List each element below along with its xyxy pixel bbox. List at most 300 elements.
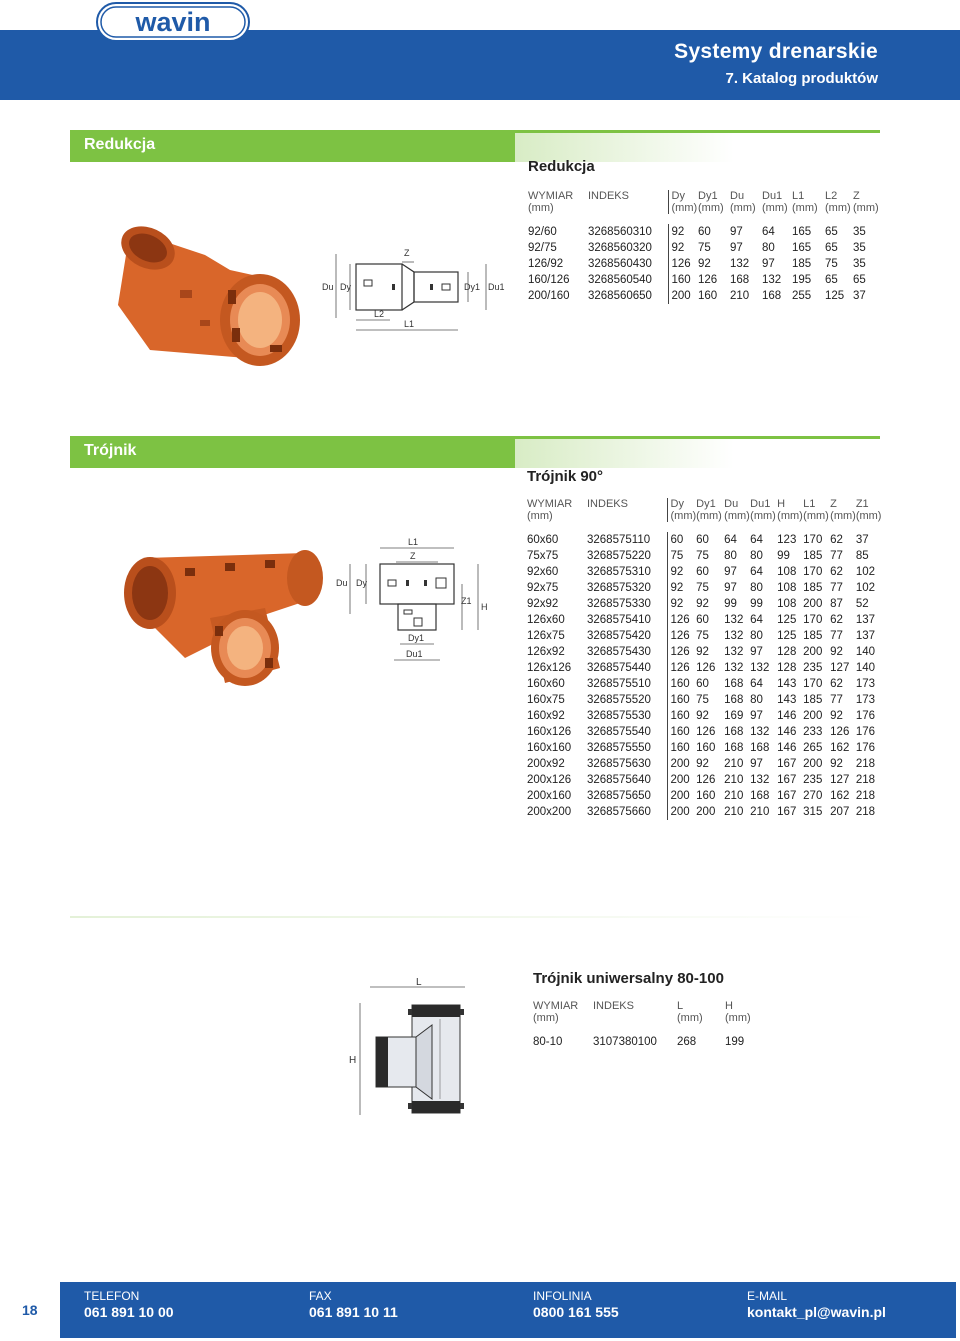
table-cell: 132 <box>724 646 744 658</box>
drawing-label-z1: Z1 <box>461 596 472 606</box>
column-header <box>724 498 750 522</box>
column-header <box>588 190 668 214</box>
table-cell: 207 <box>830 806 850 818</box>
table-cell: 200 <box>803 710 823 722</box>
column-header-unit: (mm) <box>670 510 697 522</box>
column-header <box>667 498 696 522</box>
footer-email <box>747 1289 886 1321</box>
email-value[interactable]: kontakt_pl@wavin.pl <box>747 1304 886 1320</box>
table-cell: 92/60 <box>528 226 557 238</box>
table-cell: 60 <box>696 678 709 690</box>
phone-label: TELEFON <box>84 1289 140 1303</box>
section-label-reducer: Redukcja <box>84 136 156 153</box>
tee-photo <box>115 538 325 688</box>
table-cell: 176 <box>855 742 875 754</box>
column-header-unit: (mm) <box>777 510 803 522</box>
table-cell: 3268575310 <box>587 566 651 578</box>
table-cell: 162 <box>830 742 850 754</box>
table-cell: 80 <box>750 550 763 562</box>
drawing-label-du: Du <box>336 578 348 588</box>
column-header <box>668 190 698 214</box>
table-row <box>528 272 879 288</box>
table-cell: 64 <box>750 614 763 626</box>
column-header-unit: (mm) <box>855 510 882 522</box>
table-cell: 167 <box>777 790 797 802</box>
table-cell: 97 <box>730 242 743 254</box>
table-cell: 108 <box>777 582 797 594</box>
spacer-row <box>533 1024 765 1034</box>
table-row <box>528 224 879 240</box>
column-header <box>825 190 853 214</box>
table-cell: 97 <box>750 710 763 722</box>
table-cell: 80 <box>750 582 763 594</box>
column-header <box>587 498 667 522</box>
table-cell: 92 <box>830 710 843 722</box>
table-cell: 127 <box>830 662 850 674</box>
table-cell: 255 <box>792 290 812 302</box>
table-cell: 160 <box>696 790 716 802</box>
table-cell: 173 <box>855 694 875 706</box>
table-cell: 3268575430 <box>587 646 651 658</box>
email-label: E-MAIL <box>747 1289 788 1303</box>
table-cell: 185 <box>803 694 823 706</box>
table-cell: 125 <box>825 290 845 302</box>
table-cell: 200 <box>668 288 698 304</box>
table-cell: 143 <box>777 678 797 690</box>
table-cell: 235 <box>803 774 823 786</box>
table-row <box>527 580 881 596</box>
table-row <box>527 628 881 644</box>
table-cell: 3268560540 <box>588 274 652 286</box>
tee-drawing <box>330 534 495 664</box>
column-header-name: INDEKS <box>593 1000 634 1012</box>
drawing-label-h: H <box>349 1055 357 1066</box>
table-cell: 160 <box>667 724 696 740</box>
table-row <box>527 612 881 628</box>
table-cell: 77 <box>830 630 843 642</box>
table-cell: 92 <box>667 580 696 596</box>
table-cell: 170 <box>803 534 823 546</box>
table-cell: 52 <box>855 598 869 610</box>
table-row <box>527 724 881 740</box>
table-cell: 62 <box>830 678 843 690</box>
reducer-drawing <box>318 242 508 334</box>
phone-value[interactable]: 061 891 10 00 <box>84 1304 174 1320</box>
table-cell: 160/126 <box>528 274 570 286</box>
column-header <box>677 1000 725 1024</box>
table-cell: 64 <box>762 226 775 238</box>
table-cell: 200x92 <box>527 758 565 770</box>
table-cell: 176 <box>855 726 875 738</box>
table-cell: 97 <box>750 646 763 658</box>
table-cell: 60 <box>696 534 709 546</box>
table-cell: 3268575110 <box>587 534 651 546</box>
table-row <box>533 1034 765 1050</box>
column-header <box>830 498 856 522</box>
table-cell: 126 <box>830 726 850 738</box>
tee-table-title: Trójnik 90° <box>527 468 604 485</box>
table-cell: 140 <box>855 646 875 658</box>
table-cell: 75 <box>825 258 838 270</box>
table-cell: 160 <box>698 290 718 302</box>
column-header <box>856 498 882 522</box>
column-header-unit: (mm) <box>830 510 856 522</box>
table-row <box>527 692 881 708</box>
table-cell: 126x60 <box>527 614 565 626</box>
table-cell: 126x126 <box>527 662 572 674</box>
table-cell: 270 <box>803 790 823 802</box>
table-cell: 108 <box>777 566 797 578</box>
column-header <box>698 190 730 214</box>
table-cell: 80 <box>724 550 737 562</box>
table-cell: 210 <box>724 790 744 802</box>
table-cell: 143 <box>777 694 797 706</box>
footer-phone <box>84 1289 174 1321</box>
column-header-name: Dy1 <box>696 498 716 510</box>
table-cell: 99 <box>750 598 763 610</box>
table-cell: 168 <box>762 290 782 302</box>
table-cell: 92x60 <box>527 566 559 578</box>
infoline-label: INFOLINIA <box>533 1289 592 1303</box>
table-cell: 167 <box>777 806 797 818</box>
table-cell: 160x126 <box>527 726 572 738</box>
table-cell: 92 <box>696 710 709 722</box>
table-cell: 65 <box>825 226 838 238</box>
table-cell: 185 <box>792 258 812 270</box>
table-row <box>527 564 881 580</box>
table-cell: 126 <box>668 256 698 272</box>
page-subtitle: 7. Katalog produktów <box>725 70 878 87</box>
table-cell: 160 <box>667 692 696 708</box>
table-cell: 126 <box>667 660 696 676</box>
universal-tee-table-title: Trójnik uniwersalny 80-100 <box>533 970 724 987</box>
table-cell: 200 <box>667 772 696 788</box>
table-cell: 210 <box>724 758 744 770</box>
table-row <box>527 772 881 788</box>
column-header-name: WYMIAR <box>528 190 574 202</box>
table-cell: 3268575220 <box>587 550 651 562</box>
table-cell: 62 <box>830 566 843 578</box>
column-header-name: L2 <box>825 190 838 202</box>
drawing-label-dy1: Dy1 <box>408 633 425 643</box>
reducer-photo <box>110 210 305 370</box>
table-row <box>527 676 881 692</box>
column-header <box>803 498 830 522</box>
column-header-unit: (mm) <box>853 202 879 214</box>
table-cell: 200/160 <box>528 290 570 302</box>
table-cell: 3268560310 <box>588 226 652 238</box>
table-cell: 146 <box>777 710 797 722</box>
column-header-unit: (mm) <box>527 510 553 522</box>
table-cell: 3268575640 <box>587 774 651 786</box>
table-cell: 165 <box>792 242 812 254</box>
spacer-row <box>528 214 879 224</box>
infoline-value[interactable]: 0800 161 555 <box>533 1304 619 1320</box>
column-header <box>593 1000 677 1024</box>
table-cell: 37 <box>855 534 869 546</box>
table-cell: 80-10 <box>533 1036 563 1048</box>
table-cell: 3268575530 <box>587 710 651 722</box>
column-header-unit: (mm) <box>677 1012 703 1024</box>
column-header-unit: (mm) <box>750 510 776 522</box>
drawing-label-z: Z <box>410 551 416 561</box>
table-cell: 132 <box>724 662 744 674</box>
table-cell: 3268575420 <box>587 630 651 642</box>
table-cell: 85 <box>855 550 869 562</box>
table-cell: 126x75 <box>527 630 565 642</box>
column-header <box>725 1000 765 1024</box>
table-cell: 3268575520 <box>587 694 651 706</box>
table-cell: 126 <box>667 644 696 660</box>
table-cell: 99 <box>777 550 790 562</box>
table-cell: 160 <box>667 740 696 756</box>
table-cell: 64 <box>750 534 763 546</box>
table-cell: 200x200 <box>527 806 572 818</box>
wavin-logo <box>96 2 250 42</box>
table-cell: 97 <box>730 226 743 238</box>
table-cell: 92 <box>667 564 696 580</box>
drawing-label-l1: L1 <box>404 319 415 329</box>
column-header-unit: (mm) <box>671 202 698 214</box>
table-cell: 200 <box>803 646 823 658</box>
table-cell: 97 <box>724 566 737 578</box>
table-cell: 65 <box>825 242 838 254</box>
table-cell: 62 <box>830 534 843 546</box>
table-cell: 125 <box>777 630 797 642</box>
column-header-name: H <box>725 1000 733 1012</box>
column-header <box>792 190 825 214</box>
table-cell: 126 <box>696 774 716 786</box>
table-row <box>527 660 881 676</box>
column-header-name: L1 <box>803 498 816 510</box>
table-cell: 35 <box>853 226 866 238</box>
table-cell: 140 <box>855 662 875 674</box>
table-cell: 160x75 <box>527 694 565 706</box>
table-cell: 126 <box>698 274 718 286</box>
table-cell: 200 <box>803 598 823 610</box>
column-header-name: Du <box>724 498 739 510</box>
drawing-label-du1: Du1 <box>488 282 505 292</box>
column-header-name: Dy1 <box>698 190 718 202</box>
table-cell: 3268575650 <box>587 790 651 802</box>
table-cell: 235 <box>803 662 823 674</box>
table-cell: 160 <box>667 676 696 692</box>
column-header-unit: (mm) <box>533 1012 559 1024</box>
table-cell: 92/75 <box>528 242 557 254</box>
table-cell: 132 <box>724 614 744 626</box>
table-cell: 165 <box>792 226 812 238</box>
table-cell: 132 <box>724 630 744 642</box>
table-cell: 35 <box>853 242 866 254</box>
table-cell: 132 <box>750 662 770 674</box>
table-cell: 80 <box>762 242 775 254</box>
table-cell: 108 <box>777 598 797 610</box>
column-header-name: Dy <box>671 190 685 202</box>
table-cell: 60 <box>698 226 711 238</box>
table-cell: 132 <box>750 774 770 786</box>
section-label-tee: Trójnik <box>84 442 137 459</box>
table-cell: 126 <box>696 662 716 674</box>
table-row <box>528 288 879 304</box>
fax-label: FAX <box>309 1289 332 1303</box>
table-cell: 3268575660 <box>587 806 651 818</box>
column-header-name: Du1 <box>750 498 771 510</box>
column-header-unit: (mm) <box>792 202 818 214</box>
table-cell: 132 <box>730 258 750 270</box>
footer-infoline <box>533 1289 619 1321</box>
table-cell: 160 <box>696 742 716 754</box>
drawing-label-dy: Dy <box>340 282 351 292</box>
table-cell: 92 <box>696 598 709 610</box>
table-cell: 35 <box>853 258 866 270</box>
table-cell: 3268560650 <box>588 290 652 302</box>
table-cell: 160x60 <box>527 678 565 690</box>
drawing-label-l: L <box>416 977 422 988</box>
page-title: Systemy drenarskie <box>674 40 878 63</box>
table-cell: 160x92 <box>527 710 565 722</box>
table-cell: 3268575410 <box>587 614 651 626</box>
table-cell: 125 <box>777 614 797 626</box>
table-cell: 200 <box>667 756 696 772</box>
table-cell: 77 <box>830 694 843 706</box>
table-cell: 210 <box>750 806 770 818</box>
column-header-name: H <box>777 498 786 510</box>
table-row <box>527 804 881 820</box>
table-cell: 168 <box>724 694 744 706</box>
column-header <box>527 498 587 522</box>
table-cell: 128 <box>777 646 797 658</box>
section-bar-tee <box>70 436 880 468</box>
table-cell: 168 <box>750 742 770 754</box>
table-cell: 168 <box>730 274 750 286</box>
column-header-name: Z <box>830 498 837 510</box>
table-cell: 102 <box>855 566 875 578</box>
table-cell: 65 <box>853 274 866 286</box>
table-cell: 3268575630 <box>587 758 651 770</box>
column-header-name: INDEKS <box>588 190 629 202</box>
table-cell: 92 <box>668 224 698 240</box>
table-cell: 92 <box>667 596 696 612</box>
column-header-name: Du1 <box>762 190 783 202</box>
table-cell: 77 <box>830 582 843 594</box>
reducer-table <box>528 190 879 304</box>
column-header-unit: (mm) <box>825 202 851 214</box>
spacer-row <box>527 522 881 532</box>
table-cell: 75 <box>696 630 709 642</box>
fax-value: 061 891 10 11 <box>309 1304 398 1320</box>
reducer-table-title: Redukcja <box>528 158 595 175</box>
column-header-name: Du <box>730 190 745 202</box>
table-cell: 160x160 <box>527 742 572 754</box>
table-cell: 168 <box>724 742 744 754</box>
table-cell: 97 <box>762 258 775 270</box>
table-cell: 200x126 <box>527 774 572 786</box>
table-row <box>527 548 881 564</box>
column-header-unit: (mm) <box>725 1012 751 1024</box>
table-cell: 126x92 <box>527 646 565 658</box>
drawing-label-du1: Du1 <box>406 649 423 659</box>
table-cell: 92 <box>668 240 698 256</box>
column-header <box>730 190 762 214</box>
universal-tee-drawing <box>340 975 470 1125</box>
column-header-name: WYMIAR <box>527 498 573 510</box>
table-cell: 176 <box>855 710 875 722</box>
column-header-unit: (mm) <box>528 202 554 214</box>
table-cell: 146 <box>777 742 797 754</box>
table-cell: 3268575330 <box>587 598 651 610</box>
column-header-unit: (mm) <box>803 510 829 522</box>
table-cell: 218 <box>855 790 875 802</box>
drawing-label-du: Du <box>322 282 334 292</box>
table-cell: 75 <box>667 548 696 564</box>
table-cell: 185 <box>803 550 823 562</box>
table-cell: 210 <box>724 806 744 818</box>
column-header-name: L1 <box>792 190 805 202</box>
table-cell: 87 <box>830 598 843 610</box>
column-header-name: WYMIAR <box>533 1000 579 1012</box>
column-header-name: Dy <box>670 498 684 510</box>
table-cell: 75 <box>696 550 709 562</box>
drawing-label-l2: L2 <box>374 309 385 319</box>
table-cell: 3268575510 <box>587 678 651 690</box>
table-cell: 167 <box>777 758 797 770</box>
table-cell: 75 <box>696 582 709 594</box>
table-cell: 265 <box>803 742 823 754</box>
logo-text: wavin <box>135 7 211 37</box>
table-cell: 92 <box>696 758 709 770</box>
column-header <box>853 190 879 214</box>
table-cell: 170 <box>803 566 823 578</box>
table-row <box>527 532 881 548</box>
table-cell: 126/92 <box>528 258 564 270</box>
table-cell: 65 <box>825 274 838 286</box>
column-header-unit: (mm) <box>762 202 788 214</box>
table-cell: 64 <box>750 678 763 690</box>
drawing-label-l1: L1 <box>408 537 419 547</box>
table-cell: 199 <box>725 1036 745 1048</box>
table-cell: 3268575320 <box>587 582 651 594</box>
table-cell: 60 <box>696 566 709 578</box>
table-cell: 127 <box>830 774 850 786</box>
table-cell: 126 <box>667 628 696 644</box>
table-cell: 137 <box>855 614 875 626</box>
table-cell: 128 <box>777 662 797 674</box>
table-cell: 62 <box>830 614 843 626</box>
table-cell: 102 <box>855 582 875 594</box>
table-cell: 92 <box>830 646 843 658</box>
table-cell: 75 <box>698 242 711 254</box>
column-header <box>777 498 803 522</box>
table-cell: 3107380100 <box>593 1036 657 1048</box>
table-cell: 3268575440 <box>587 662 651 674</box>
column-header-name: Z1 <box>855 498 869 510</box>
table-cell: 173 <box>855 678 875 690</box>
table-cell: 200 <box>667 788 696 804</box>
table-cell: 60 <box>667 532 696 548</box>
table-cell: 168 <box>724 678 744 690</box>
table-row <box>528 240 879 256</box>
table-row <box>527 788 881 804</box>
table-cell: 97 <box>724 582 737 594</box>
table-cell: 218 <box>855 758 875 770</box>
table-cell: 92x75 <box>527 582 559 594</box>
table-cell: 92x92 <box>527 598 559 610</box>
table-cell: 160 <box>668 272 698 288</box>
table-row <box>527 644 881 660</box>
table-cell: 137 <box>855 630 875 642</box>
drawing-label-z: Z <box>404 248 410 258</box>
table-cell: 146 <box>777 726 797 738</box>
